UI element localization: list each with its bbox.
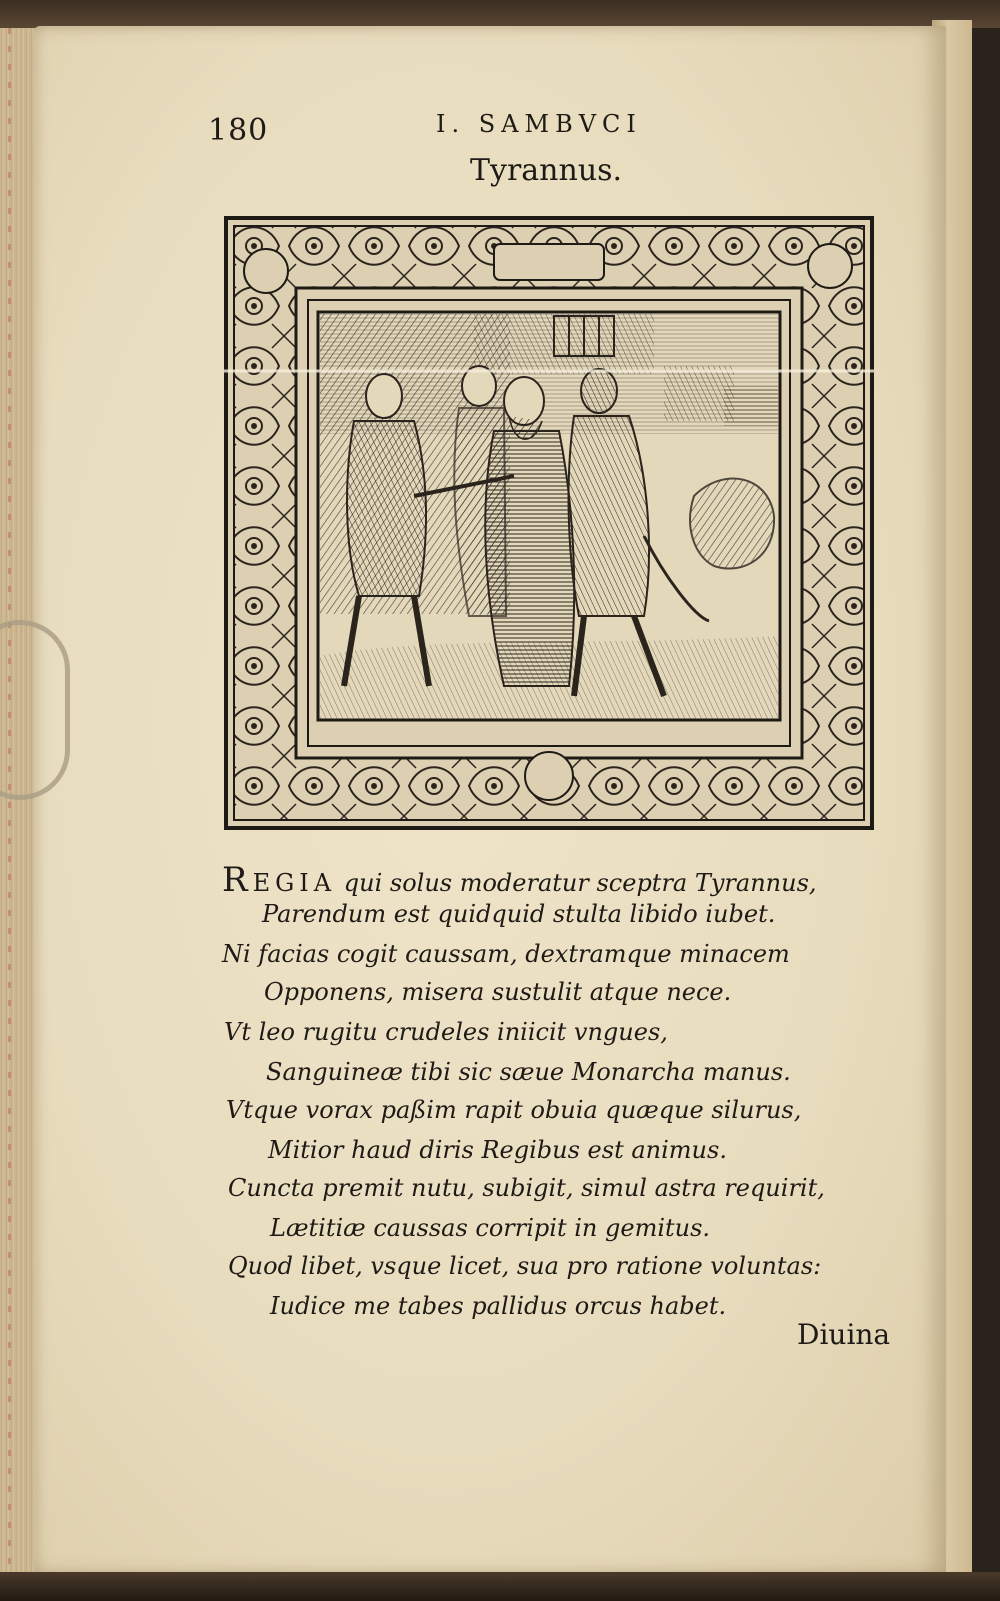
poem-line-5: Vt leo rugitu crudeles iniicit vngues, xyxy=(224,1018,668,1046)
poem-line-4: Opponens, misera sustulit atque nece. xyxy=(264,978,732,1006)
running-head-author: I. SAMBVCI xyxy=(436,110,642,138)
page-number: 180 xyxy=(208,113,269,148)
book-bottom-edge xyxy=(0,1572,1000,1601)
book-top-edge xyxy=(0,0,1000,28)
emblem-title: Tyrannus. xyxy=(470,153,623,188)
poem-line-2: Parendum est quidquid stulta libido iubet. xyxy=(262,900,776,928)
lead-word-rest: EGIA xyxy=(252,869,337,897)
poem-line-8: Mitior haud diris Regibus est animus. xyxy=(268,1136,727,1164)
poem-line-3: Ni facias cogit caussam, dextramque minacem xyxy=(222,940,790,968)
poem-line-7: Vtque vorax paßim rapit obuia quæque silurus, xyxy=(226,1096,802,1124)
page-clip xyxy=(0,620,70,800)
poem-line-6: Sanguineæ tibi sic sæue Monarcha manus. xyxy=(266,1058,791,1086)
poem-line-9: Cuncta premit nutu, subigit, simul astra requirit, xyxy=(228,1174,825,1202)
poem-line-10: Lætitiæ caussas corripit in gemitus. xyxy=(270,1214,711,1242)
woodcut-illustration xyxy=(224,216,874,830)
poem-line-1 xyxy=(222,860,817,900)
initial-capital: R xyxy=(222,860,253,900)
poem-line-11: Quod libet, vsque licet, sua pro ratione voluntas: xyxy=(228,1252,822,1280)
catchword: Diuina xyxy=(797,1318,891,1351)
line-text: qui solus moderatur sceptra Tyrannus, xyxy=(336,869,817,897)
book-fore-edge xyxy=(0,28,38,1573)
poem-line-12: Iudice me tabes pallidus orcus habet. xyxy=(270,1292,727,1320)
